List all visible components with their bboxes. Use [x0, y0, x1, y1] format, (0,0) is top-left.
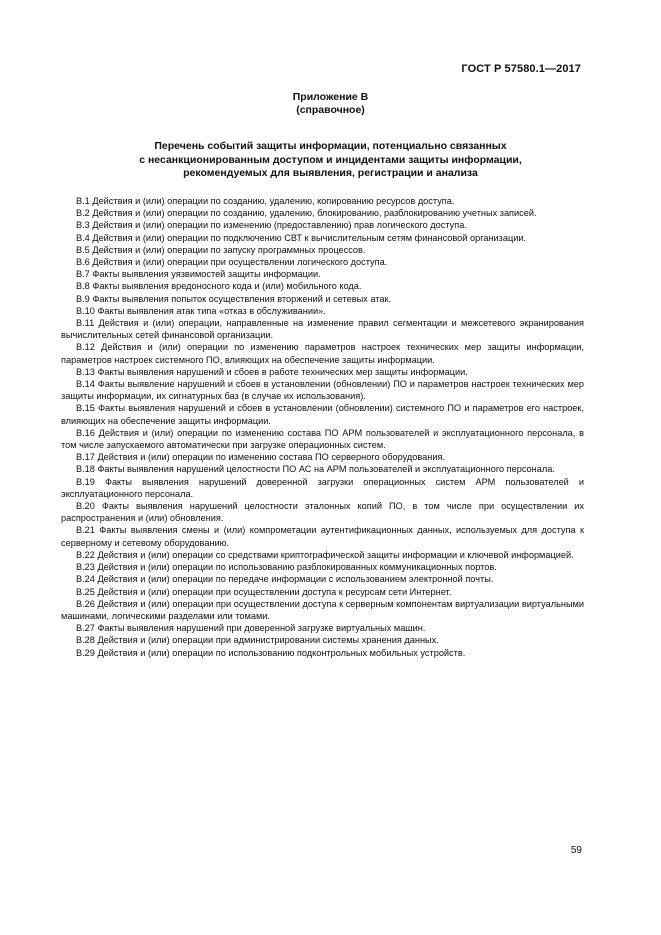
list-item: В.27 Факты выявления нарушений при доверенной загрузке виртуальных машин.: [76, 623, 426, 634]
title-line: Перечень событий защиты информации, потенциально связанных: [154, 140, 507, 152]
standard-code: ГОСТ Р 57580.1—2017: [461, 63, 581, 75]
list-item: В.21 Факты выявления смены и (или) компрометации аутентификационных данных, используемых для доступа к серверному и сетевому оборудованию.: [61, 525, 584, 548]
list-item: В.25 Действия и (или) операции при осуществлении доступа к ресурсам сети Интернет.: [76, 586, 452, 597]
list-item: В.19 Факты выявления нарушений доверенной загрузки операционных систем АРМ пользователей и эксплуатационного персонала.: [61, 476, 584, 499]
list-item: В.13 Факты выявления нарушений и сбоев в работе технических мер защиты информации.: [76, 366, 468, 377]
list-item: В.22 Действия и (или) операции со средствами криптографической защиты информации и ключевой информацией.: [76, 549, 574, 560]
list-item: В.12 Действия и (или) операции по изменению параметров настроек технических мер защиты информации, параметров настроек системного ПО, влияющих на обеспечение защиты информации.: [61, 342, 584, 365]
list-item: В.16 Действия и (или) операции по изменению состава ПО АРМ пользователей и эксплуатационного персонала, в том числе запускаемого автоматически при загрузке операционных систем.: [61, 427, 584, 451]
list-item: В.14 Факты выявление нарушений и сбоев в установлении (обновлении) ПО и параметров настроек технических мер защиты информации, их сигнатурных баз (в случае их использования).: [61, 379, 584, 402]
list-item: В.11 Действия и (или) операции, направленные на изменение правил сегментации и межсетевого экранирования вычислительных сетей финансовой организации.: [61, 318, 584, 341]
list-item: В.3 Действия и (или) операции по изменению (предоставлению) прав логического доступа.: [76, 220, 467, 231]
list-item: В.17 Действия и (или) операции по изменению состава ПО серверного оборудования.: [76, 452, 446, 463]
list-item: В.4 Действия и (или) операции по подключению СВТ к вычислительным сетям финансовой организации.: [76, 232, 527, 243]
list-item: В.2 Действия и (или) операции по созданию, удалению, блокированию, разблокированию учетных записей.: [76, 208, 537, 219]
list-item: В.1 Действия и (или) операции по созданию, удалению, копированию ресурсов доступа.: [76, 196, 455, 206]
list-item: В.18 Факты выявления нарушений целостности ПО АС на АРМ пользователей и эксплуатационного персонала.: [76, 464, 555, 475]
list-item: В.23 Действия и (или) операции по использованию разблокированных коммуникационных портов.: [76, 562, 497, 573]
list-item: В.6 Действия и (или) операции при осуществлении логического доступа.: [76, 257, 388, 268]
items-list: [61, 195, 584, 659]
list-item: В.24 Действия и (или) операции по передаче информации с использованием электронной почты.: [76, 574, 494, 585]
list-item: В.26 Действия и (или) операции при осуществлении доступа к серверным компонентам виртуализации виртуальными машинами, логическими разделами или томами.: [61, 598, 584, 621]
title-line: рекомендуемых для выявления, регистрации и анализа: [183, 167, 478, 179]
list-item: В.9 Факты выявления попыток осуществления вторжений и сетевых атак.: [76, 293, 392, 304]
list-item: В.29 Действия и (или) операции по использованию подконтрольных мобильных устройств.: [76, 647, 466, 658]
appendix-heading: [0, 91, 661, 117]
list-item: В.5 Действия и (или) операции по запуску программных процессов.: [76, 244, 366, 255]
title-line: с несанкционированным доступом и инцидентами защиты информации,: [139, 153, 522, 166]
list-item: В.10 Факты выявления атак типа «отказ в обслуживании».: [76, 305, 326, 316]
appendix-label: Приложение В: [292, 91, 369, 103]
list-item: В.15 Факты выявления нарушений и сбоев в установлении (обновлении) системного ПО и параметров его настроек, влияющих на обеспечение защиты информации.: [61, 403, 584, 426]
document-title: [60, 140, 601, 181]
list-item: В.8 Факты выявления вредоносного кода и (или) мобильного кода.: [76, 281, 362, 292]
appendix-note: (справочное): [296, 104, 365, 116]
list-item: В.28 Действия и (или) операции при администрировании системы хранения данных.: [76, 635, 439, 646]
list-item: В.7 Факты выявления уязвимостей защиты информации.: [76, 269, 321, 280]
page-number: 59: [570, 845, 582, 856]
list-item: В.20 Факты выявления нарушений целостности эталонных копий ПО, в том числе при осуществлении их распространения и (или) обновления.: [61, 501, 584, 524]
